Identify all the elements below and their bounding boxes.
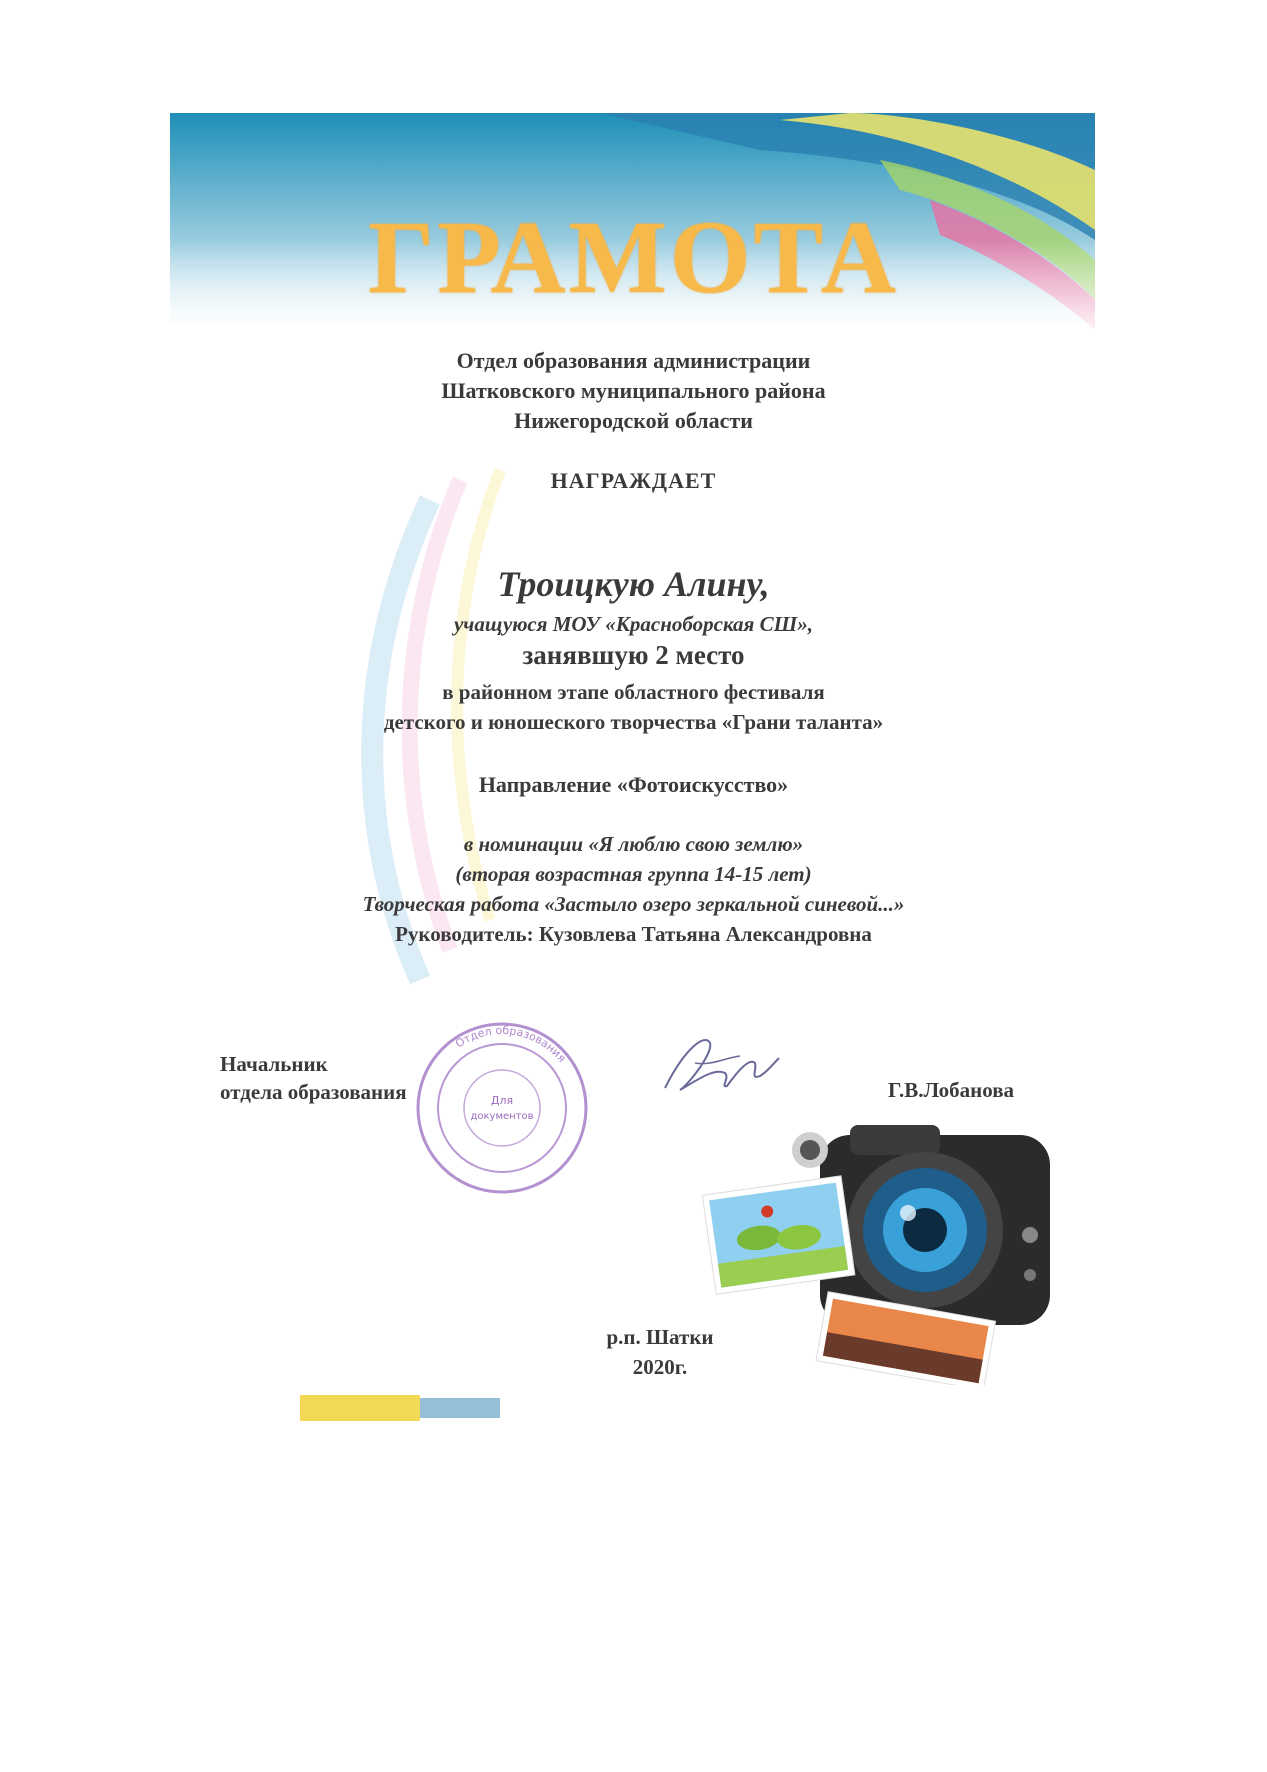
- org-line-1: Отдел образования администрации: [456, 348, 811, 373]
- awards-heading: НАГРАЖДАЕТ: [550, 468, 717, 493]
- signer-position-line-1: Начальник: [220, 1052, 328, 1076]
- signer-name: Г.В.Лобанова: [888, 1078, 1015, 1102]
- org-line-2: Шатковского муниципального района: [441, 378, 826, 403]
- certificate-title: ГРАМОТА: [368, 200, 899, 315]
- achievement-place: занявшую 2 место: [522, 640, 745, 670]
- stamp-center-text-2: документов: [470, 1111, 534, 1122]
- issuing-organization: [0, 346, 1267, 436]
- competition-line-2: детского и юношеского творчества «Грани таланта»: [383, 710, 884, 734]
- issue-year: 2020г.: [632, 1355, 688, 1379]
- age-group: (вторая возрастная группа 14-15 лет): [455, 862, 812, 886]
- recipient-name: Троицкую Алину,: [497, 564, 770, 604]
- camera-photos-illustration: [700, 1105, 1060, 1385]
- supervisor: Руководитель: Кузовлева Татьяна Александровна: [395, 922, 872, 946]
- signer-position: [220, 1050, 407, 1106]
- nomination: в номинации «Я люблю свою землю»: [463, 832, 804, 856]
- org-line-3: Нижегородской области: [514, 408, 753, 433]
- official-stamp: [412, 1018, 592, 1198]
- recipient-school: учащуюся МОУ «Красноборская СШ»,: [453, 612, 814, 636]
- competition-direction: Направление «Фотоискусство»: [478, 772, 789, 797]
- issue-city: р.п. Шатки: [606, 1325, 714, 1349]
- signer-position-line-2: отдела образования: [220, 1080, 407, 1104]
- handwritten-signature: [655, 1028, 785, 1108]
- creative-work-title: Творческая работа «Застыло озеро зеркальной синевой...»: [362, 892, 905, 916]
- stamp-center-text-1: Для: [490, 1094, 514, 1107]
- stamp-ring-text: Отдел образования: [453, 1023, 569, 1065]
- competition-line-1: в районном этапе областного фестиваля: [442, 680, 825, 704]
